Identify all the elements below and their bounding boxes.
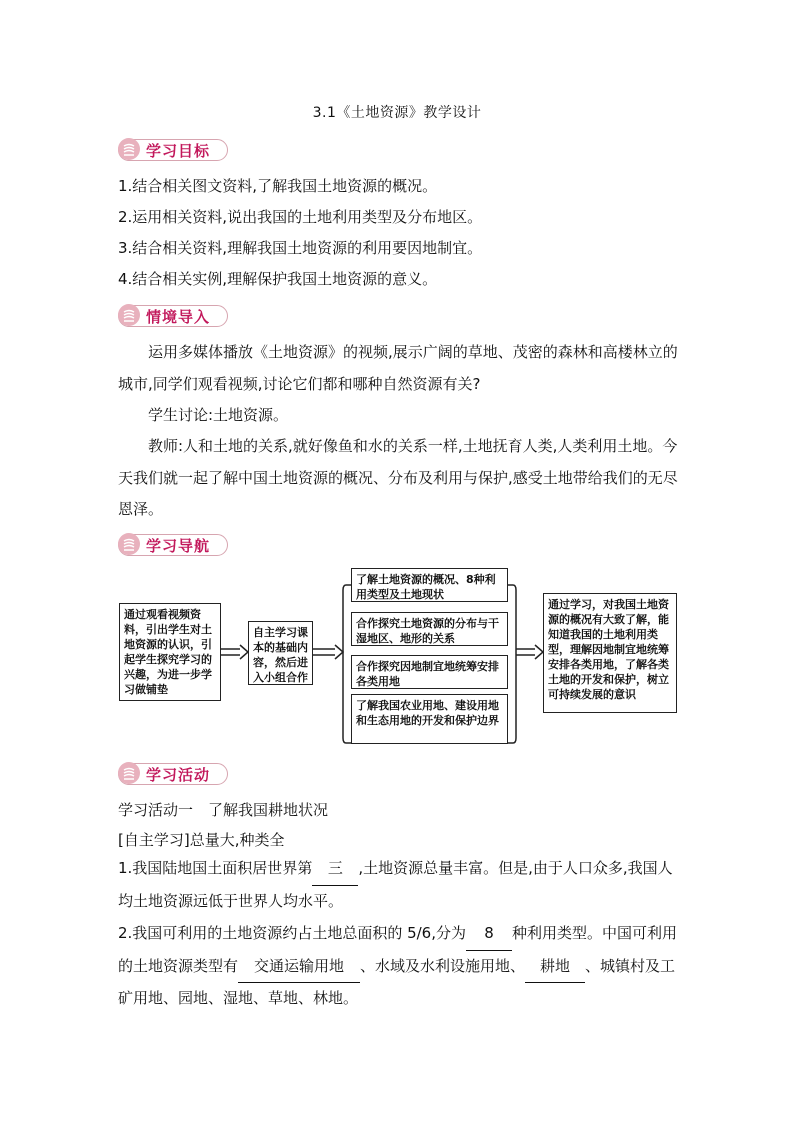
flow-step: 合作探究土地资源的分布与干湿地区、地形的关系 (351, 612, 508, 646)
section-label: 学习导航 (146, 537, 211, 555)
question-text: 1.我国陆地国土面积居世界第 (118, 859, 313, 877)
answer-blank: 交通运输用地 (238, 951, 360, 984)
question-text: 、城镇村及工矿用地、园地、湿地、草地、林地。 (118, 956, 676, 1007)
question-text: 、水域及水利设施用地、 (360, 956, 526, 975)
intro-paragraph: 运用多媒体播放《土地资源》的视频,展示广阔的草地、茂密的森林和高楼林立的城市,同学们观看视频,讨论它们都和哪种自然资源有关? (118, 343, 678, 393)
section-label: 学习活动 (146, 766, 211, 784)
section-label: 情境导入 (146, 308, 211, 326)
answer-blank: 三 (312, 853, 358, 886)
flow-step: 合作探究因地制宜地统筹安排各类用地 (351, 655, 508, 689)
answer-blank: 耕地 (525, 951, 585, 984)
objective-item: 3.结合相关资料,理解我国土地资源的利用要因地制宜。 (118, 239, 483, 257)
activity-subheading: [自主学习]总量大,种类全 (118, 831, 285, 849)
flow-box-video: 通过观看视频资料，引出学生对土地资源的认识，引起学生探究学习的兴趣，为进一步学习做铺垫 (119, 603, 221, 701)
activity-heading: 学习活动一 了解我国耕地状况 (118, 801, 329, 819)
objective-item: 1.结合相关图文资料,了解我国土地资源的概况。 (118, 177, 438, 195)
objective-item: 2.运用相关资料,说出我国的土地利用类型及分布地区。 (118, 208, 483, 226)
page-title: 3.1《土地资源》教学设计 (312, 105, 482, 121)
objective-item: 4.结合相关实例,理解保护我国土地资源的意义。 (118, 270, 438, 288)
question-2 (118, 918, 678, 1015)
intro-paragraph: 教师:人和土地的关系,就好像鱼和水的关系一样,土地抚育人类,人类利用土地。今天我们就一起了解中国土地资源的概况、分布及利用与保护,感受土地带给我们的无尽恩泽。 (118, 437, 678, 518)
intro-paragraph: 学生讨论:土地资源。 (148, 406, 289, 424)
question-text: 2.我国可利用的土地资源约占土地总面积的 5/6,分为 (118, 924, 466, 942)
answer-blank: 8 (466, 918, 512, 951)
section-badge-activities (118, 763, 228, 783)
flow-box-self-study: 自主学习课本的基础内容，然后进入小组合作 (248, 621, 313, 685)
question-text: 种利用类型。中国可利用的土地资源类型有 (118, 924, 678, 975)
question-text: ,土地资源总量丰富。但是,由于人口众多,我国人均土地资源远低于世界人均水平。 (118, 859, 673, 910)
question-1 (118, 853, 678, 917)
section-label: 学习目标 (146, 142, 211, 160)
book-stack-icon (118, 762, 140, 784)
flow-step: 了解我国农业用地、建设用地和生态用地的开发和保护边界 (351, 694, 508, 744)
flow-step: 了解土地资源的概况、8种利用类型及土地现状 (351, 568, 508, 602)
flow-box-outcome: 通过学习，对我国土地资源的概况有大致了解，能知道我国的土地利用类型，理解因地制宜地统筹安排各类用地，了解各类土地的开发和保护，树立可持续发展的意识 (543, 593, 677, 713)
